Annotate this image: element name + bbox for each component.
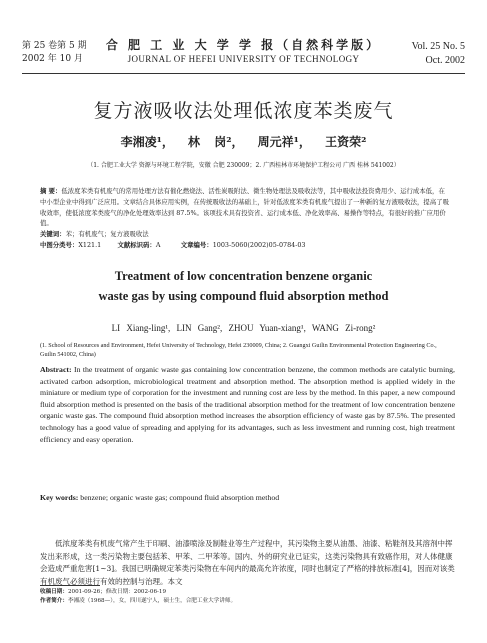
keywords-en: [40, 493, 455, 502]
affiliation-en: (1. School of Resources and Environment, Hefei University of Technology, Hefei 230009, China; 2. Guangxi Guilin Environmental Protection Engineering Co., Guilin 541002, China): [40, 342, 437, 358]
authors-en: LI Xiang-ling¹, LIN Gang², ZHOU Yuan-xiang¹, WANG Zi-rong²: [111, 323, 376, 333]
footnote-author: [40, 597, 458, 606]
classification-line: [40, 240, 450, 251]
header-rule: [22, 73, 465, 74]
abstract-en: [40, 364, 455, 445]
abstract-cn-label: 摘 要：: [40, 187, 62, 195]
volume-en: Vol. 25 No. 5: [411, 41, 465, 52]
keywords-cn-text: 苯；有机废气；复方液吸收法: [65, 230, 149, 239]
date-en: Oct. 2002: [425, 55, 465, 66]
journal-name-en: JOURNAL OF HEFEI UNIVERSITY OF TECHNOLOGY: [127, 54, 360, 64]
footnote: [40, 588, 458, 605]
keywords-cn: [40, 229, 450, 240]
volume-cn: 第 25 卷第 5 期: [22, 41, 87, 51]
abstract-cn-paragraph: [40, 186, 450, 229]
keywords-en-text: benzene; organic waste gas; compound fluid absorption method: [78, 493, 280, 502]
doc-code-label: 文献标识码：: [117, 240, 156, 249]
paper-title-cn: 复方液吸收法处理低浓度苯类废气: [93, 100, 394, 122]
clc-value: X121.1: [78, 240, 102, 249]
authors-cn: 李湘凌¹， 林 岗²， 周元祥¹， 王资荣²: [120, 135, 367, 149]
body-text-cn: 低浓度苯类有机废气常产生于印刷、油漆喷涂及制鞋业等生产过程中，其污染物主要从油墨、油漆、粘鞋剂及其溶剂中挥发出来形成，这一类污染物主要包括苯、甲苯、二甲苯等。国内、外的研究业已证实，这类污染物具有致癌作用，对人体健康会造成严重危害[1~3]。我国已明确规定苯类污染物在车间内的最高允许浓度，同时也制定了严格的排放标准[4]，因而对该类有机废气必须进行有效的控制与治理。本文: [40, 539, 455, 586]
abstract-en-label: Abstract:: [40, 365, 72, 374]
affiliation-cn: （1. 合肥工业大学 资源与环境工程学院，安徽 合肥 230009；2. 广西桂林市环境保护工程公司 广西 桂林 541002）: [87, 162, 400, 169]
article-no-value: 1003-5060(2002)05-0784-03: [212, 240, 306, 249]
received-label: 收稿日期：: [40, 589, 68, 595]
footnote-received: [40, 588, 458, 597]
abstract-cn: [40, 186, 450, 251]
header-volume-en: [412, 40, 465, 68]
doc-code-value: A: [155, 240, 161, 249]
author-bio-label: 作者简介：: [40, 597, 68, 604]
abstract-cn-text: 低浓度苯类有机废气的常用处理方法有催化燃烧法、活性炭吸附法、微生物处理法及吸收法等，其中吸收法投资费用少、运行成本低，在中小型企业中得到广泛应用。文章结合具体应用实例，在传统吸收法的基础上，针对低浓度苯类有机废气提出了一种新的复方液吸收法，提高了吸收效率，使低浓度苯类废气的净化处理效率达到 87.5%。该项技术具有投资省、运行成本低、净化效率高、易操作等特点，有很好的推广应用价值。: [40, 187, 449, 228]
abstract-en-text: In the treatment of organic waste gas containing low concentration benzene, the common methods are catalytic burning, activated carbon adsorption, microbiological treatment and absorption method. The absorption method is applied widely in the miniature or medium type of corporation for the investment and running cost are less by the method. In this paper, a new compound fluid absorption method is presented on the basis of the traditional absorption method for the treatment of low concentration benzene organic waste gas. The compound fluid absorption method increases the absorption efficiency of waste gas by 87.5%. The presented technology has a good value of spreading and applying for its advantages, such as less investment and running cost, high treatment efficiency and easy operation.: [40, 365, 455, 444]
footnote-rule: [40, 585, 100, 586]
title-en-line1: Treatment of low concentration benzene organic: [114, 269, 373, 283]
article-no-label: 文章编号：: [180, 240, 213, 249]
date-cn: 2002 年 10 月: [22, 54, 83, 64]
clc-label: 中图分类号：: [40, 240, 79, 249]
received-value: 2001-09-26；修改日期：2002-06-19: [67, 589, 167, 595]
keywords-en-label: Key words:: [40, 493, 79, 502]
journal-name-cn: 合 肥 工 业 大 学 学 报（自然科学版）: [105, 38, 382, 52]
paper-title-en: [0, 266, 487, 306]
author-bio-value: 李湘凌（1968—），女，四川遂宁人，硕士生，合肥工业大学讲师。: [67, 597, 237, 604]
keywords-cn-label: 关键词：: [40, 230, 66, 239]
title-en-line2: waste gas by using compound fluid absorption method: [98, 289, 389, 303]
